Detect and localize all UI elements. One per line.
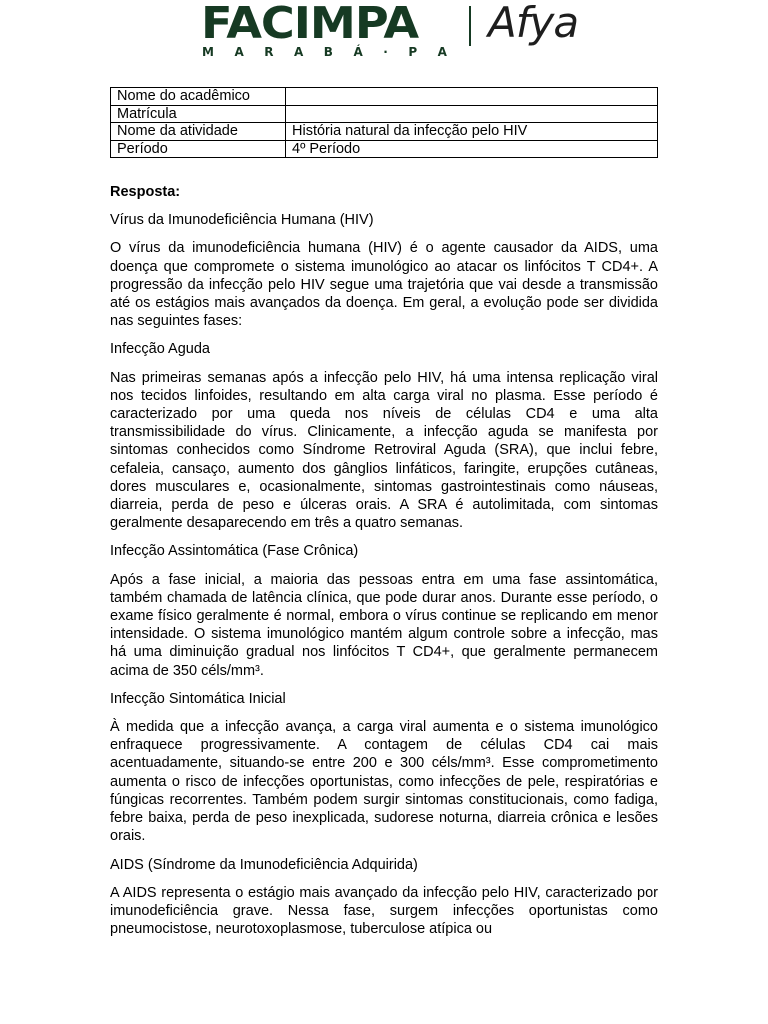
afya-logo: Afya <box>488 0 579 47</box>
section-paragraph: A AIDS representa o estágio mais avançado da infecção pelo HIV, caracterizado por imunodeficiência grave. Nessa fase, surgem infecções oportunistas como pneumocistose, neurotoxoplasmose, tuberculose atípica ou <box>110 884 658 938</box>
section-heading: Infecção Assintomática (Fase Crônica) <box>110 543 359 560</box>
logo-city-letter: B <box>323 45 333 59</box>
student-info-table <box>110 87 658 158</box>
document-title: Vírus da Imunodeficiência Humana (HIV) <box>110 212 374 229</box>
document-header <box>0 0 768 62</box>
section-heading: Infecção Aguda <box>110 341 210 358</box>
table-cell-value: História natural da infecção pelo HIV <box>286 123 658 141</box>
table-cell-label: Matrícula <box>111 105 286 123</box>
section-heading: AIDS (Síndrome da Imunodeficiência Adquirida) <box>110 856 418 873</box>
section-paragraph: À medida que a infecção avança, a carga viral aumenta e o sistema imunológico enfraquece progressivamente. A contagem de células CD4 cai mais acentuadamente, situando-se entre 200 e 300 céls/mm³. Esse comprometimento aumenta o risco de infecções oportunistas, como infecções de pele, respiratórias e fúngicas recorrentes. Também podem surgir sintomas constitucionais, como fadiga, febre baixa, perda de peso inexplicada, sudorese noturna, diarreia crônica e lesões orais. <box>110 719 658 845</box>
logo-city-letter: A <box>294 45 304 59</box>
logo-city-letter: M <box>202 45 214 59</box>
table-cell-value <box>286 88 658 106</box>
logo-city-letter: A <box>234 45 244 59</box>
table-cell-label: Nome do acadêmico <box>111 88 286 106</box>
facimpa-logo: FACIMPA <box>201 0 419 49</box>
section-heading: Infecção Sintomática Inicial <box>110 690 286 707</box>
logo-city-letter: · <box>383 45 388 59</box>
table-cell-value: 4º Período <box>286 140 658 158</box>
table-row <box>111 88 658 106</box>
table-cell-label: Nome da atividade <box>111 123 286 141</box>
logo-city-letter: R <box>264 45 274 59</box>
section-paragraph: Nas primeiras semanas após a infecção pelo HIV, há uma intensa replicação viral nos tecidos linfoides, resultando em alta carga viral no plasma. Esse período é caracterizado por uma queda nos níveis de células CD4 e uma alta transmissibilidade do vírus. Clinicamente, a infecção aguda se manifesta por sintomas conhecidos como Síndrome Retroviral Aguda (SRA), que inclui febre, cefaleia, cansaço, aumento dos gânglios linfáticos, faringite, erupções cutâneas, dores musculares e, ocasionalmente, sintomas gastrointestinais como náuseas, diarreia, perda de peso e úlceras orais. A SRA é autolimitada, com sintomas geralmente desaparecendo em três a quatro semanas. <box>110 369 658 532</box>
logo-divider <box>469 6 471 46</box>
section-paragraph: Após a fase inicial, a maioria das pessoas entra em uma fase assintomática, também chamada de latência clínica, que pode durar anos. Durante esse período, o exame físico geralmente é normal, embora o vírus continue se replicando em menor intensidade. O sistema imunológico mantém algum controle sobre a infecção, mas há uma diminuição gradual nos linfócitos T CD4+, que geralmente permanecem acima de 350 céls/mm³. <box>110 571 658 679</box>
logo-city-letter: Á <box>353 45 363 59</box>
table-cell-label: Período <box>111 140 286 158</box>
intro-paragraph: O vírus da imunodeficiência humana (HIV) é o agente causador da AIDS, uma doença que compromete o sistema imunológico ao atacar os linfócitos T CD4+. A progressão da infecção pelo HIV segue uma trajetória que vai desde a transmissão até os estágios mais avançados da doença. Em geral, a evolução pode ser dividida nas seguintes fases: <box>110 240 658 330</box>
logo-city-letter: A <box>437 45 447 59</box>
document-body <box>110 183 658 948</box>
table-cell-value <box>286 105 658 123</box>
table-row <box>111 140 658 158</box>
answer-label: Resposta: <box>110 184 181 200</box>
table-row <box>111 123 658 141</box>
facimpa-logo-city <box>202 46 447 58</box>
logo-city-letter: P <box>408 45 418 59</box>
table-row <box>111 105 658 123</box>
